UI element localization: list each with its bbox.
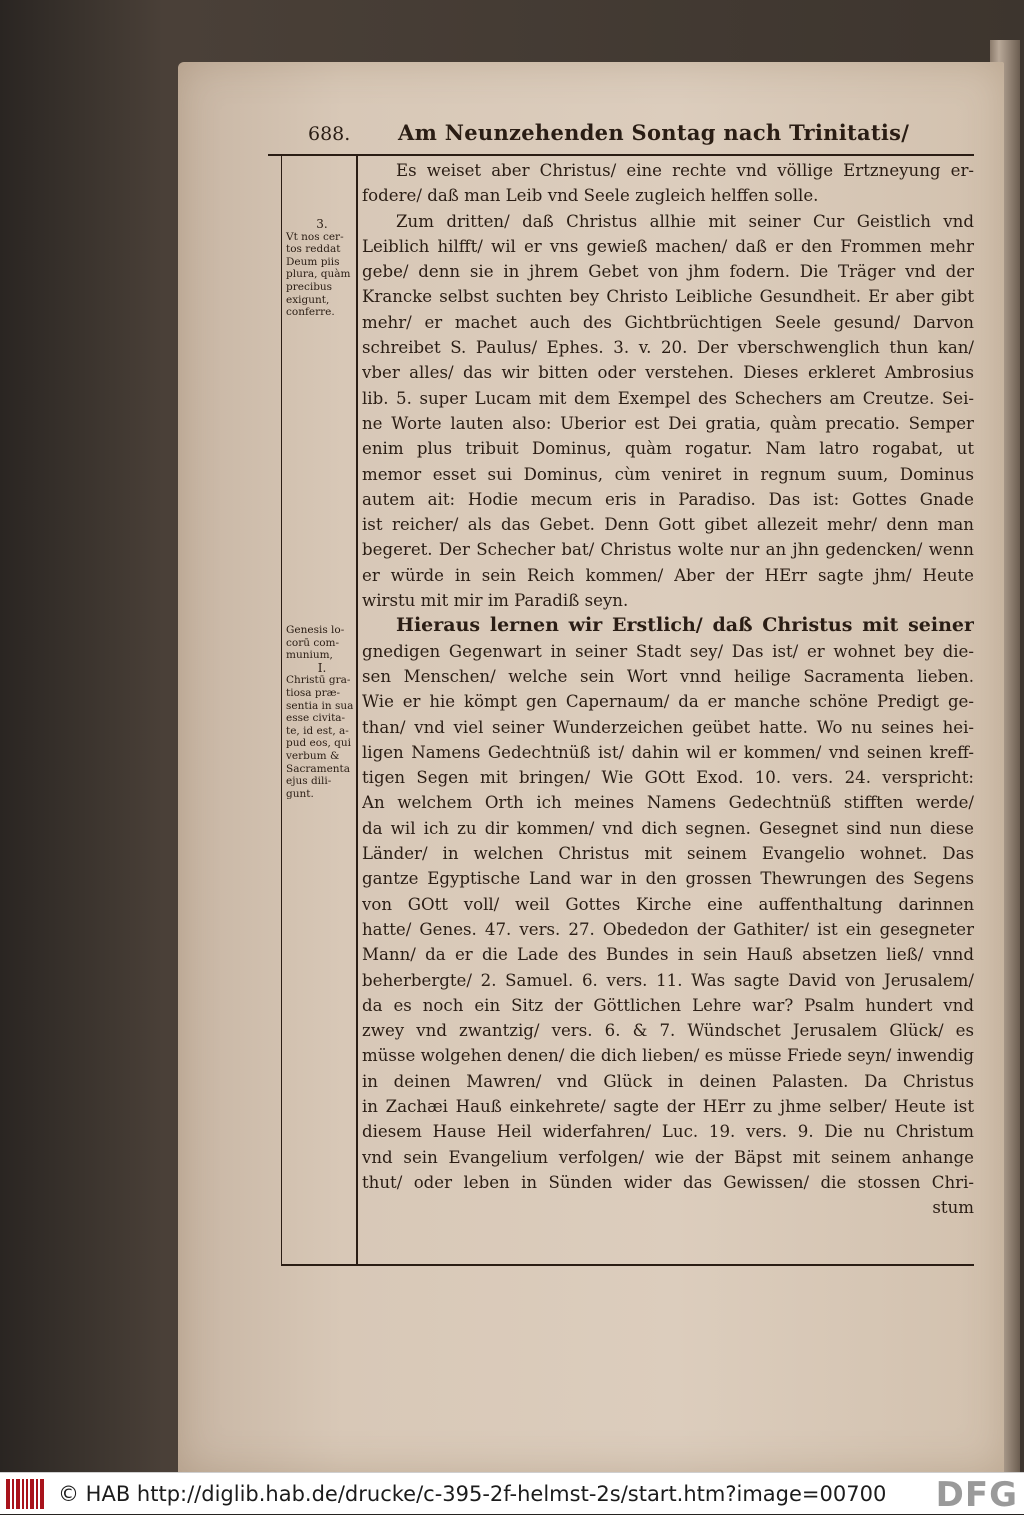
footer-bar [0,1472,1024,1514]
barcode-icon [6,1479,46,1509]
text-line: Es weiset aber Christus/ eine rechte vnd völlige Ertzneyung er- [396,161,974,180]
page-header [284,120,974,154]
text-line: enim plus tribuit Dominus, quàm rogatur. Nam latro rogabat, ut [362,439,974,459]
text-line: in deinen Mawren/ vnd Glück in deinen Palasten. Da Christus [362,1071,974,1091]
text-line: vber alles/ das wir bitten oder verstehen. Dieses erkleret Ambrosius [362,363,974,383]
source-citation-link[interactable]: © HAB http://diglib.hab.de/drucke/c-395-2f-helmst-2s/start.htm?image=00700 [58,1481,887,1506]
margin-rule [281,154,282,1264]
text-line: ne Worte lauten also: Uberior est Dei gratia, quàm precatio. Semper [362,413,974,433]
text-line: wirstu mit mir im Paradiß seyn. [362,591,629,611]
text-line: begeret. Der Schecher bat/ Christus wolte nur an jhn gedencken/ wenn [362,540,974,560]
catchword: stum [932,1198,974,1218]
text-line: gebe/ denn sie in jhrem Gebet von jhm fodern. Die Träger vnd der [362,262,974,282]
marginal-line: plura, quàm [286,268,351,281]
text-line: than/ vnd viel seiner Wunderzeichen geübet hatte. Wo nu seines hei- [362,717,974,737]
text-line: lib. 5. super Lucam mit dem Exempel des Schechers am Creutze. Sei- [362,388,974,408]
marginal-line: Christū gra- [286,674,351,687]
body-text [362,158,974,1220]
text-line: Krancke selbst suchten bey Christo Leibliche Gesundheit. Er aber gibt [362,287,974,307]
marginal-line: pud eos, qui [286,737,351,750]
marginal-line: te, id est, a- [286,724,349,737]
text-line: ligen Namens Gedechtnüß ist/ dahin wil er kommen/ vnd seinen kreff- [362,742,974,762]
text-line: diesem Hause Heil widerfahren/ Luc. 19. vers. 9. Die nu Christum [362,1122,974,1142]
text-line: da es noch ein Sitz der Göttlichen Lehre war? Psalm hundert vnd [362,995,974,1015]
text-line: hatte/ Genes. 47. vers. 27. Obededon der Gathiter/ ist ein gesegneter [362,919,974,939]
text-line: gnedigen Gegenwart in seiner Stadt sey/ Das ist/ er wohnet bey die- [362,641,974,661]
text-line: Zum dritten/ daß Christus allhie mit seiner Cur Geistlich vnd [396,211,974,231]
marginal-line: 3. [316,217,328,231]
marginal-line: Sacramenta [286,762,351,775]
marginal-line: gunt. [286,787,314,800]
marginal-line: I. [317,660,327,675]
text-line: zwey vnd zwantzig/ vers. 6. & 7. Wündschet Jerusalem Glück/ es [362,1021,974,1041]
dfg-logo: DFG [935,1475,1018,1515]
marginal-note [286,624,358,800]
header-rule [268,154,974,156]
marginal-line: exigunt, [286,293,330,306]
text-line: beherbergte/ 2. Samuel. 6. vers. 11. Was sagte David von Jerusalem/ [362,970,974,990]
text-line: von GOtt voll/ weil Gottes Kirche eine auffenthaltung darinnen [362,894,974,914]
marginal-line: conferre. [286,306,335,319]
text-line: Hieraus lernen wir Erstlich/ daß Christus mit seiner [396,614,974,637]
marginal-line: precibus [286,280,333,293]
text-line: er würde in sein Reich kommen/ Aber der HErr sagte jhm/ Heute [362,565,974,585]
text-line: An welchem Orth ich meines Namens Gedechtnüß stifften werde/ [362,793,974,813]
running-title: Am Neunzehenden Sontag nach Trinitatis/ [398,120,910,145]
text-line: memor esset sui Dominus, cùm veniret in regnum suum, Dominus [362,464,974,484]
marginal-line: ejus dili- [286,775,332,788]
text-line: müsse wolgehen denen/ die dich lieben/ es müsse Friede seyn/ inwendig [362,1046,974,1066]
bottom-rule [281,1264,974,1266]
marginal-line: tos reddat [286,243,341,256]
marginal-line: verbum & [286,749,340,762]
text-line: gantze Egyptische Land war in den grossen Thewrungen des Segens [362,869,974,889]
text-line: in Zachæi Hauß einkehrete/ sagte der HErr zu jhme selber/ Heute ist [362,1096,974,1116]
text-line: tigen Segen mit bringen/ Wie GOtt Exod. 10. vers. 24. verspricht: [362,768,974,788]
marginal-line: esse civita- [286,712,346,725]
text-line: da wil ich zu dir kommen/ vnd dich segnen. Gesegnet sind nun diese [362,818,974,838]
text-line: ist reicher/ als das Gebet. Denn Gott gibet allezeit mehr/ denn man [362,515,974,535]
text-line: schreibet S. Paulus/ Ephes. 3. v. 20. Der vberschwenglich thun kan/ [362,338,974,358]
marginal-line: sentia in sua [286,699,354,712]
text-line: thut/ oder leben in Sünden wider das Gewissen/ die stossen Chri- [362,1172,974,1192]
text-line: fodere/ daß man Leib vnd Seele zugleich helffen solle. [362,186,819,206]
marginal-line: Deum piis [286,255,340,268]
text-line: sen Menschen/ welche sein Wort vnnd heilige Sacramenta lieben. [362,666,974,686]
text-line: vnd sein Evangelium verfolgen/ wie der Bäpst mit seinem anhange [362,1147,974,1167]
text-line: Mann/ da er die Lade des Bundes in sein Hauß absetzen ließ/ vnnd [362,945,974,965]
text-line: mehr/ er machet auch des Gichtbrüchtigen Seele gesund/ Darvon [362,312,974,332]
marginal-line: Vt nos cer- [286,230,344,243]
text-line: Länder/ in welchen Christus mit seinem Evangelio wohnet. Das [362,844,974,864]
marginal-line: corū com- [286,636,340,649]
marginal-line: munium, [286,649,333,662]
marginal-line: Genesis lo- [286,624,345,636]
page-number: 688. [308,123,351,145]
marginal-line: tiosa præ- [286,686,341,699]
text-line: Leiblich hilfft/ wil er vns gewieß machen/ daß er den Frommen mehr [362,236,974,256]
text-line: autem ait: Hodie mecum eris in Paradiso. Das ist: Gottes Gnade [362,489,974,509]
text-line: Wie er hie kömpt gen Capernaum/ da er manche schöne Predigt ge- [362,692,974,712]
marginal-note [286,218,358,319]
